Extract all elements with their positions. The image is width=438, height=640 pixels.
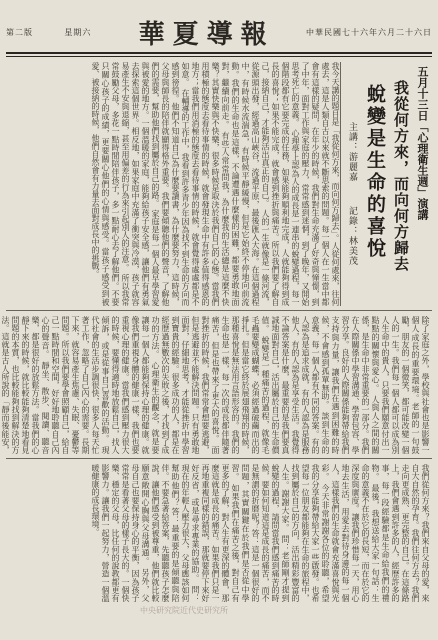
title-divider (340, 62, 341, 306)
masthead-row (6, 14, 432, 50)
event-title: 五月十三日「心理衛生週」演講 (416, 66, 429, 220)
body-paragraph: 人與人之間的關係，是生命中非常重要的一部分。我們在人際關係中學習溝通、學習包容、學習分享。良好的人際關係能夠帶給我們支持與力量，讓我們在遇到困難的時候，不會感到孤單無助。 (321, 316, 380, 455)
issue-date: 中華民國七十六年六月二十六日 (306, 27, 432, 37)
body-paragraph: 現代社會的生活步調很快，很多人每天忙著工作，忽略了自己內心的需要。長期下來，就容易產生焦慮、失眠、憂鬱等問題。所以我們要學會照顧自己，給自己一點時間和空間，好好地聆聽自己內心的聲音。 (41, 316, 110, 455)
body-paragraph: 面對挫折的時候，我們常常會想要逃避，但是逃避並不能解決問題。只有勇敢地面對，仔細地思考，才能從挫折中學習到寶貴的經驗。很多成功的人，都是在經歷過無數次的失敗之後，才找到了成功的方法。 (151, 316, 220, 455)
body-lower (10, 464, 430, 602)
body-paragraph: 如果我們在痛苦之後，對自己有更多的了解，對人生有更深的體會，那麼這就是成長的痛苦。如果我們只是一再地重複同樣的錯誤，那就要停下來好好反省，或是尋求專業的協助。 (191, 464, 240, 603)
recorder-credit: 記錄：林美茂 (347, 206, 357, 266)
headline-primary: 我從何方來，而向何方歸去 (392, 80, 410, 272)
body-paragraph: 所以我常常鼓勵父母，多花一點時間陪伴孩子，多一點耐心去了解他們。不要只關心孩子的成績，更要關心他們的心情與感受。當孩子感受到被愛、被接納的時候，他們自然會有力量去面對成長中的挑戰。 (91, 62, 130, 307)
tier-divider-2 (6, 458, 432, 459)
tier-divider-1 (6, 310, 432, 311)
body-paragraph: 在輔導的工作中，我看到許多青少年因為找不到生命的方向而感到徬徨。他們不知道自己為什麼要讀書，為什麼要努力，這時候，父母與師長的陪伴就顯得格外重要。我們要傾聽他們的聲音，了解他們的需要，幫助他們找到屬於自己的路。 (151, 62, 190, 307)
weekday: 星期六 (64, 27, 92, 37)
body-paragraph: 心理學上認為人的成長是一連串的蛻變過程，每一個階段都有它要完成的任務，如果能夠順利地完成，人就能夠得到成長的喜悅；如果不能完成，就會感到挫折與痛苦。所以我們要了解自己，接納自己，才能夠活出真正的自己。 (261, 62, 300, 307)
page-label: 第二版 (6, 27, 33, 37)
body-paragraph: 我今天講的題目是「我從何方來，而向何方歸去」。人從何處來，往何處去，這是人類自古以來就不斷思索的問題。每一個人在一生當中都會有這樣的疑問，在年少的時候，我們對生命充滿了好奇與憧憬，到了中年，面對工作與家庭的壓力，常常感到迷惘，到了晚年，又開始思考死亡的意義。 (291, 62, 340, 306)
masthead-title: 華夏導報 (138, 19, 275, 50)
body-paragraph: 另外，父母自己也要保持身心的平衡，因為孩子常常是看著父母的樣子長大的。一個快樂、穩定的父母，比任何的說教都更有影響力。讓我們一起努力，營造一個溫暖健康的成長環境。 (91, 464, 150, 603)
body-paragraph: 除了家庭之外，學校與社會也是影響一個人成長的重要環境。老師的一句鼓勵，朋友的一個微笑，都可能改變一個人的一生。我們每一個人都可以成為別人生命中的貴人，只要我們願意付出一點點的關懷與愛心。 (371, 316, 430, 454)
body-paragraph: 蛻變是一種痛苦的過程，就像毛毛蟲要變成蝴蝶，必須經過破繭而出的掙扎。但是當它終於展翅飛翔的時候，那種喜悅是無法用言語形容的。我們的生命也是一樣，每一次的成長都伴隨著痛苦，但是也帶來了更大的喜悅。 (211, 316, 270, 455)
body-paragraph: 最後，我想送給大家一句話：生命的意義不在於它的長短，而在於它的深度與廣度。讓我們珍惜每一天，用心地去生活，用愛去對待身邊的每一個人，這樣我們的生命就會充滿喜悅與光彩。 (321, 464, 380, 603)
body-paragraph: 談到生命的意義，每一個人都有不同的答案。有的人認為是追求成就，有的人認為是服務他人，有的人認為是享受生活。我覺得不論答案是什麼，最重要的是我們要真誠地面對自己，活出屬於自己的生命價值。 (261, 316, 330, 455)
speaker-credit: 主講：游麗嘉 (347, 122, 357, 182)
body-paragraph: 我們從何方來？我們來自父母的愛，來自大自然的孕育。我們往何方去？我們走向更成熟、更完整的自己。在這條路上，我們會遇到許多的人，經歷許多的事，每一段經驗都是生命給我們的禮物。 (371, 464, 430, 602)
header-rule (6, 52, 432, 54)
body-paragraph: 靜坐、散步、閱讀、聽音樂，都是很好的放鬆方法。當我們的心靜下來的時候，就比較能夠清楚地看見問題的本質，也比較能夠找到解決的方法。這就是古人所說的「靜而後能安， (1, 316, 50, 455)
body-paragraph: 問：現在的年輕人壓力很大，父母應該如何幫助他們？答：最重要的是傾聽與陪伴。不要急著給答案，先聽聽孩子怎麼說，讓他們感受到被尊重，他們就比較願意敞開心胸與父母溝通。 (141, 464, 200, 603)
archive-watermark: 中央研究院近代史研究所 (140, 606, 228, 615)
body-paragraph: 家庭是每一個人最早學習愛與被愛的地方。一個溫暖的家庭，能夠給孩子安全感，讓他們有勇氣去探索這個世界。相反地，如果家庭中充滿了衝突與冷漠，孩子就容易產生不安與退縮，甚至用偏差的行為來引起別人的注意。 (121, 62, 160, 307)
body-paragraph: 心理衛生的觀念，就是要讓每一個人都能夠保持心理的健康。就像我們重視身體的健康一樣，我們也要重視心理的健康。當我們感到壓力很大的時候，要懂得適時地放鬆自己，找人傾訴，或是從事自己喜歡的活動。 (101, 316, 160, 455)
body-upper (10, 62, 340, 306)
header-rule-thin (6, 56, 432, 57)
body-middle (1, 316, 430, 455)
body-paragraph: 今天非常謝謝各位的聆聽，希望我的分享能夠帶給大家一些啟發。也希望每一位朋友都能夠在生命的旅程中，找到屬於自己的方向，活出精彩豐富的人生。謝謝大家。 (281, 464, 330, 603)
headline-secondary: 蛻變是生命的喜悅 (364, 84, 386, 260)
body-paragraph: 有些人常常問我，為什麼我的生活總是這麼不快樂？其實快樂與不快樂，很多時候是取決於我們自己的心態。當我們用積極的態度去看待事情的時候，就會發現生命中有許多值得感恩的地方；當我們用消極的態度去看待事情的時候，就會覺得處處都是不如意。 (181, 62, 230, 307)
body-paragraph: 人的一生就像是一條河流，從源頭出發，經過高山峽谷，流過平原，最後匯入大海。在這個過程中，有時候水流湍急，有時候平靜緩慢，但是它始終不停地向前流動。我們的生命也是這樣，不論遭遇什麼樣的困難，都要勇敢地面對，繼續向前走。 (221, 62, 270, 307)
body-paragraph: 問：老師剛才提到蛻變的過程，請問當我們感到痛苦的時候，要如何知道這是成長的痛苦，而不是無謂的折磨呢？答：這是一個很好的問題，其實關鍵在於我們是否從中學習。 (231, 464, 290, 603)
